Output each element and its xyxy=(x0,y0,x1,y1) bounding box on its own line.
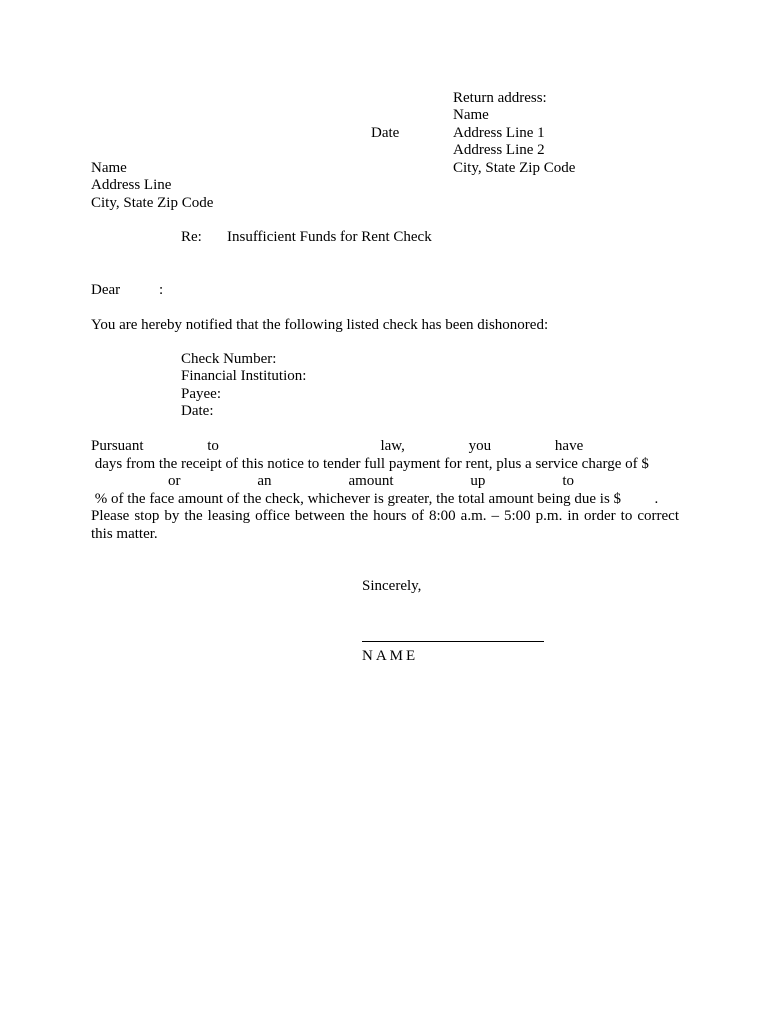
check-number-label: Check Number: xyxy=(181,351,277,367)
closing-sincerely: Sincerely, xyxy=(362,578,422,594)
payee-label: Payee: xyxy=(181,386,221,402)
body-p1a: Pursuant to xyxy=(91,438,283,454)
return-address-name: Name xyxy=(453,107,489,123)
subject-re-label: Re: xyxy=(181,229,202,245)
return-address-line1: Address Line 1 xyxy=(453,125,545,141)
payment-terms-paragraph xyxy=(91,438,679,508)
recipient-city-state-zip: City, State Zip Code xyxy=(91,195,214,211)
salutation-dear: Dear xyxy=(91,282,121,298)
leasing-office-paragraph: Please stop by the leasing office between the hours of 8:00 a.m. – 5:00 p.m. in order to correct this matter. xyxy=(91,508,679,542)
body-p1c: days from the receipt of this notice to tender full payment for rent, plus a service charge of $ xyxy=(91,455,653,472)
return-address-label: Return address: xyxy=(453,90,547,106)
recipient-name: Name xyxy=(91,160,127,176)
check-date-label: Date: xyxy=(181,403,214,419)
return-address-city-state-zip: City, State Zip Code xyxy=(453,160,576,176)
signer-name: NAME xyxy=(362,648,419,664)
body-p1f: . xyxy=(650,490,659,507)
subject-text: Insufficient Funds for Rent Check xyxy=(227,229,432,245)
body-p1b: law, you have xyxy=(316,438,648,454)
date-field: Date xyxy=(371,125,400,141)
salutation-colon: : xyxy=(159,282,164,298)
body-p1e: % of the face amount of the check, whichever is greater, the total amount being due is $ xyxy=(91,490,625,507)
financial-institution-label: Financial Institution: xyxy=(181,368,307,384)
signature-line xyxy=(362,641,544,642)
return-address-line2: Address Line 2 xyxy=(453,142,545,158)
intro-text: You are hereby notified that the following listed check has been dishonored: xyxy=(91,317,549,333)
recipient-address: Address Line xyxy=(91,177,172,193)
body-p1d: or an amount up to xyxy=(91,473,651,489)
